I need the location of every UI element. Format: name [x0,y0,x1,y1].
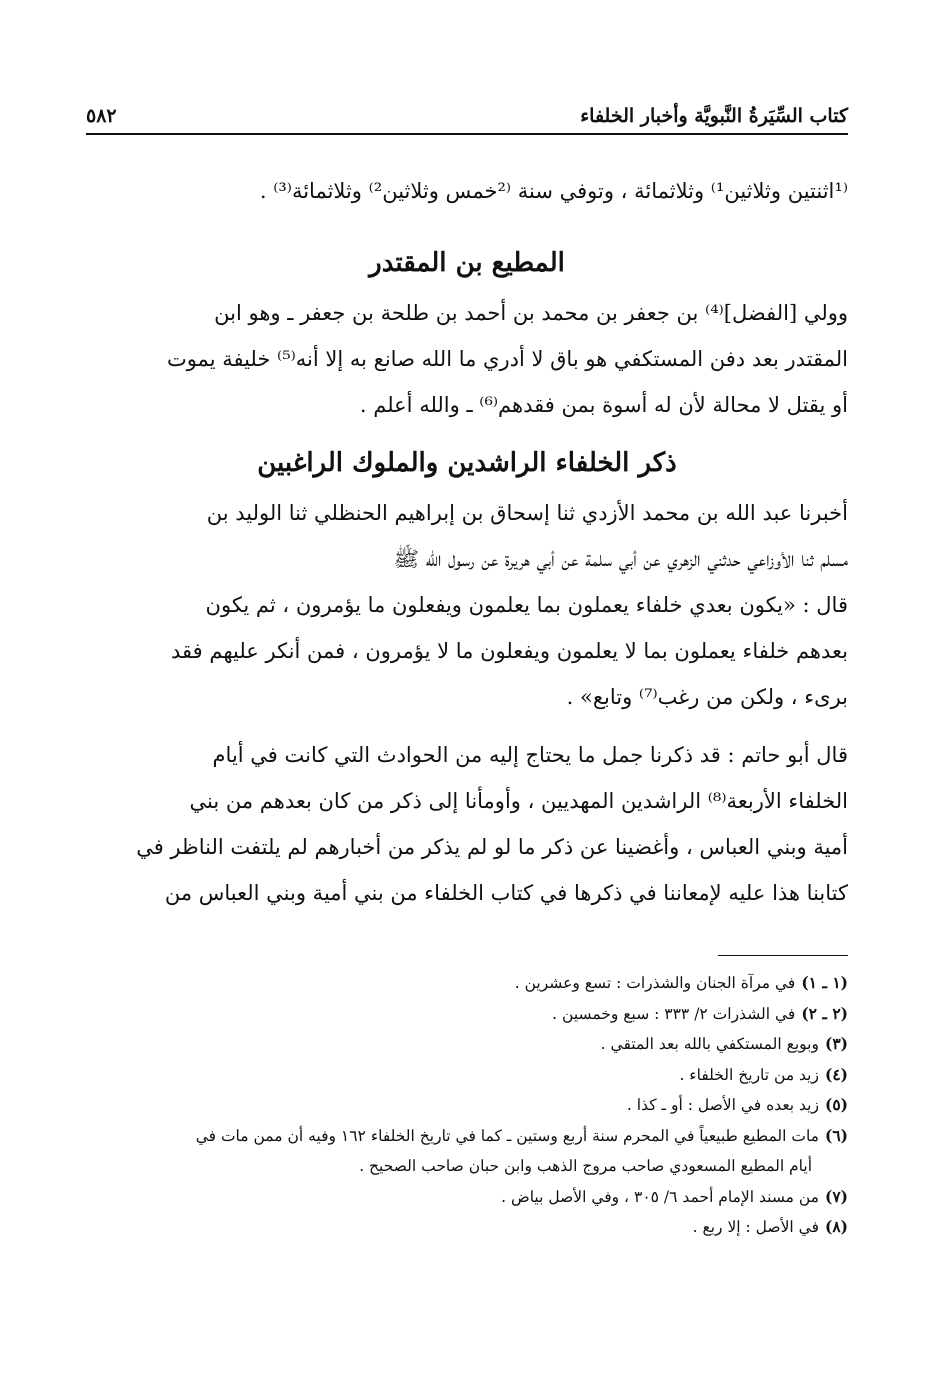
footnote [80,968,848,999]
footnote-number: (٧) [824,1186,848,1206]
section-mutee-paragraph [86,290,848,428]
text-line: قال أبو حاتم : قد ذكرنا جمل ما يحتاج إليه من الحوادث التي كانت في أيام [212,743,848,767]
footnote-number: (١ ـ ١) [801,973,848,992]
footnote-divider [718,955,848,956]
text-line: قال : «يكون بعدي خلفاء يعملون بما يعلمون ويفعلون ما يؤمرون ، ثم يكون [205,593,848,617]
footnote [80,1212,848,1243]
running-header [86,102,848,130]
book-title: كتاب السِّيَرةُ النَّبويَّة وأخبار الخلفاء [580,105,848,127]
footnote-text: من مسند الإمام أحمد ٦/ ٣٠٥ ، وفي الأصل بياض . [501,1187,819,1206]
text-line: أمية وبني العباس ، وأغضينا عن ذكر ما لو لم يذكر من أخبارهم لم يلتفت الناظر في [136,835,848,859]
footnote-number: (٦) [824,1125,848,1145]
text-line: المقتدر بعد دفن المستكفي هو باق لا أدري ما الله صانع به إلا أنه⁽⁵⁾ خليفة يموت [166,347,848,371]
section-title-caliphs: ذكر الخلفاء الراشدين والملوك الراغبين [257,448,677,478]
footnote-text: زيد من تاريخ الخلفاء . [679,1065,819,1084]
hadith-paragraph [86,490,848,720]
text-line: وولي [الفضل]⁽⁴⁾ بن جعفر بن محمد بن أحمد بن طلحة بن جعفر ـ وهو ابن [214,301,848,325]
text-line: كتابنا هذا عليه لإمعاننا في ذكرها في كتاب الخلفاء من بني أمية وبني العباس من [164,881,848,905]
footnote [80,999,848,1030]
footnote-text: أيام المطيع المسعودي صاحب مروج الذهب وابن حبان صاحب الصحيح . [359,1157,812,1175]
footnote-continuation [80,1151,848,1182]
abu-hatim-paragraph [86,732,848,916]
text-line: أخبرنا عبد الله بن محمد الأزدي ثنا إسحاق بن إبراهيم الحنظلي ثنا الوليد بن [206,501,848,525]
intro-line: ⁽¹اثنتين وثلاثين¹⁾ وثلاثمائة ، وتوفي سنة ⁽²خمس وثلاثين²⁾ وثلاثمائة⁽³⁾ . [259,179,848,203]
footnotes [80,968,848,1243]
footnote [80,1182,848,1213]
footnote-number: (٥) [824,1095,848,1114]
footnote [80,1090,848,1121]
header-divider [86,133,848,135]
intro-paragraph [86,168,848,214]
footnote-text: في الأصل : إلا ربع . [692,1218,819,1236]
footnote-number: (٣) [824,1034,848,1053]
footnote-text: وبويع المستكفي بالله بعد المتقي . [600,1035,819,1053]
footnote [80,1121,848,1152]
section-title-mutee: المطيع بن المقتدر [369,248,565,278]
text-line: مسلم ثنا الأوزاعي حدثني الزهري عن أبي سلمة عن أبي هريرة عن رسول الله ﷺ [393,547,848,571]
footnote-number: (٢ ـ ٢) [801,1003,848,1023]
page-number: ٥٨٢ [86,105,117,127]
footnote-number: (٤) [824,1064,848,1084]
footnote-text: مات المطيع طبيعياً في المحرم سنة أربع وستين ـ كما في تاريخ الخلفاء ١٦٢ وفيه أن ممن مات في [195,1126,819,1145]
footnote [80,1029,848,1060]
footnote [80,1060,848,1091]
footnote-text: في مرآة الجنان والشذرات : تسع وعشرين . [514,974,796,992]
text-line: الخلفاء الأربعة⁽⁸⁾ الراشدين المهديين ، وأومأنا إلى ذكر من كان بعدهم من بني [189,789,848,813]
footnote-text: في الشذرات ٢/ ٣٣٣ : سبع وخمسين . [552,1004,796,1023]
footnote-text: زيد بعده في الأصل : أو ـ كذا . [626,1096,819,1114]
footnote-number: (٨) [824,1217,848,1236]
text-line: أو يقتل لا محالة لأن له أسوة بمن فقدهم⁽⁶⁾ ـ والله أعلم . [359,393,848,417]
text-line: برىء ، ولكن من رغب⁽⁷⁾ وتابع» . [566,685,848,709]
text-line: بعدهم خلفاء يعملون بما لا يعلمون ويفعلون ما لا يؤمرون ، فمن أنكر عليهم فقد [170,639,848,663]
